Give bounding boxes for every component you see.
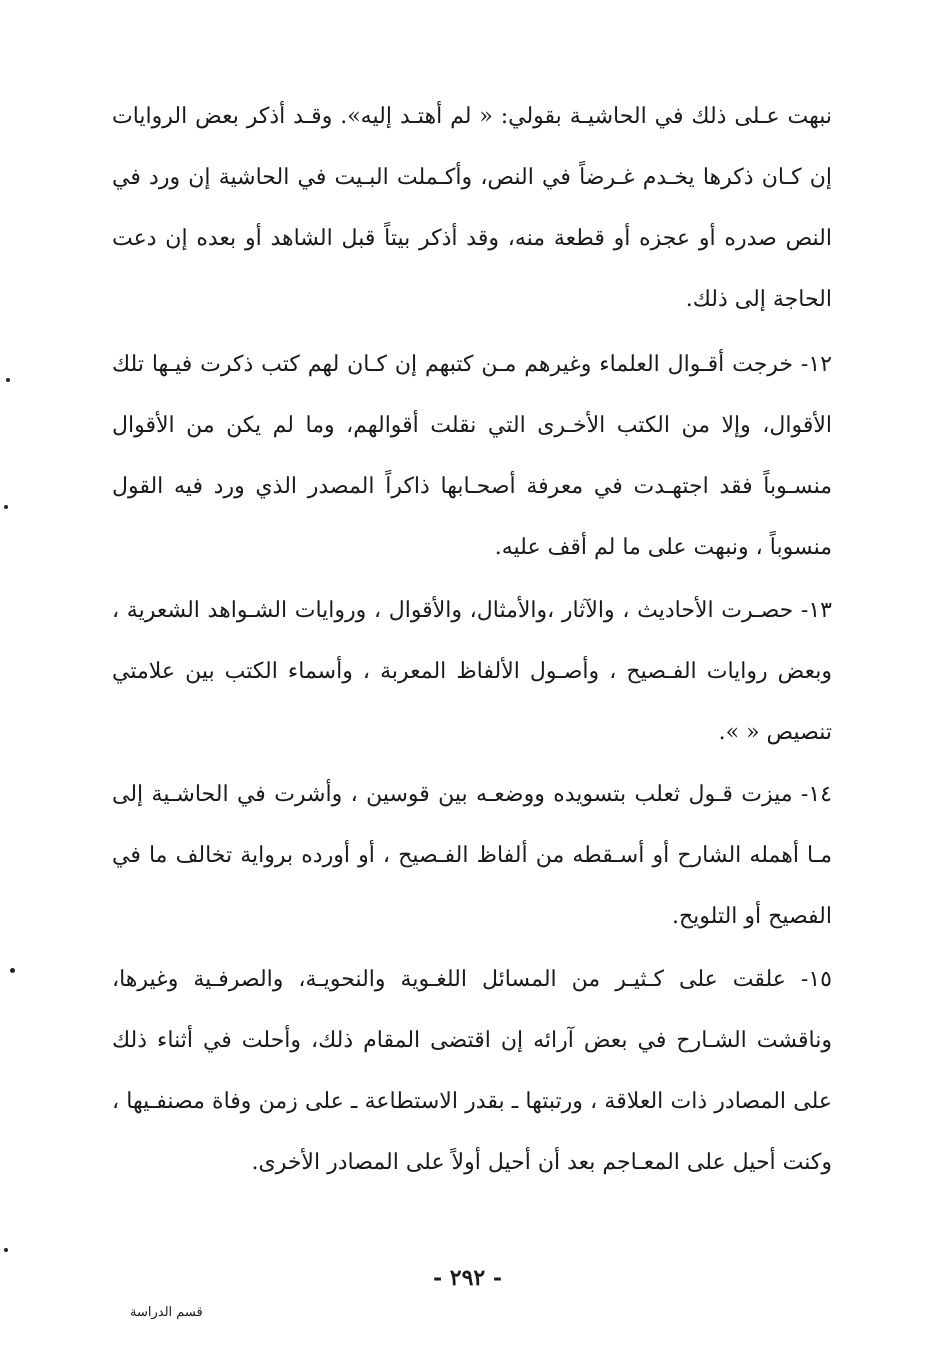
- scan-speck: [10, 968, 15, 973]
- paragraph-3-text: ١٣- حصـرت الأحاديث ، والآثار ،والأمثال، والأقوال ، وروايات الشـواهد الشعرية ، وبعض روايات الفـصيح ، وأصـول الألفاظ المعربة ، وأسماء الكتب بين علامتي تنصيص « ».: [112, 598, 832, 745]
- paragraph-2-text: ١٢- خرجت أقـوال العلماء وغيرهم مـن كتبهم إن كـان لهم كتب ذكرت فيـها تلك الأقوال، وإلا من الكتب الأخـرى التي نقلت أقوالهم، وما لم يكن من الأقوال منسـوباً فقد اجتهـدت في معرفة أصحـابها ذاكراً المصدر الذي ورد فيه القول منسوباً ، ونبهت على ما لم أقف عليه.: [112, 352, 832, 560]
- scan-speck: [4, 1248, 8, 1252]
- section-label: قسم الدراسة: [130, 1305, 203, 1320]
- scan-speck: [6, 378, 10, 382]
- paragraph-1: [112, 86, 832, 330]
- scan-speck: [4, 505, 8, 509]
- paragraph-3: [112, 580, 832, 763]
- paragraph-5-text: ١٥- علقت على كـثيـر من المسائل اللغـوية والنحويـة، والصرفـية وغيرها، وناقشت الشـارح في بعض آرائه إن اقتضى المقام ذلك، وأحلت في أثناء ذلك على المصادر ذات العلاقة ، ورتبتها ـ بقدر الاستطاعة ـ على زمن وفاة مصنفـيها ، وكنت أحيل على المعـاجم بعد أن أحيل أولاً على المصادر الأخرى.: [112, 967, 832, 1175]
- page-number: - ٢٩٢ -: [432, 1265, 503, 1291]
- paragraph-4-text: ١٤- ميزت قـول ثعلب بتسويده ووضعـه بين قوسين ، وأشرت في الحاشـية إلى مـا أهمله الشارح أو أسـقطه من ألفاظ الفـصيح ، أو أورده برواية تخالف ما في الفصيح أو التلويح.: [112, 782, 832, 929]
- paragraph-2: [112, 334, 832, 578]
- paragraph-5: [112, 949, 832, 1193]
- paragraph-1-text: نبهت عـلى ذلك في الحاشيـة بقولي: « لم أهتـد إليه». وقـد أذكر بعض الروايات إن كـان ذكرها يخـدم غـرضاً في النص، وأكـملت البـيت في الحاشية إن ورد في النص صدره أو عجزه أو قطعة منه، وقد أذكر بيتاً قبل الشاهد أو بعده إن دعت الحاجة إلى ذلك.: [112, 104, 832, 312]
- paragraph-4: [112, 764, 832, 947]
